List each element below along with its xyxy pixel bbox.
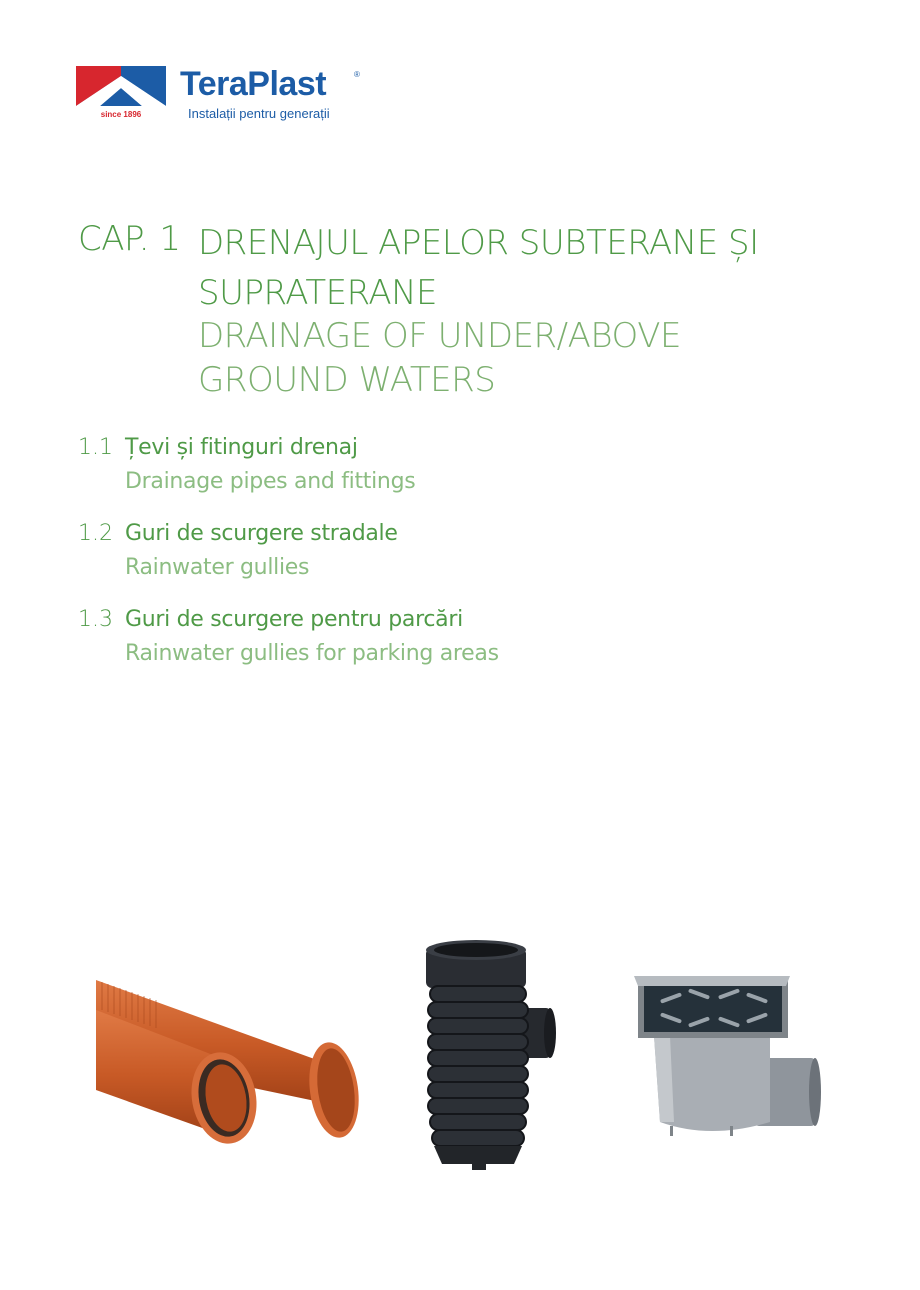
black-corrugated-gully-icon	[418, 938, 558, 1174]
toc-number: 1.1	[78, 435, 113, 460]
toc-number: 1.2	[78, 521, 113, 546]
chapter-title-en: DRAINAGE OF UNDER/ABOVE GROUND WATERS	[198, 316, 681, 400]
brand-tagline: Instalații pentru generații	[188, 106, 330, 121]
orange-drainage-pipe-icon	[96, 970, 371, 1150]
toc-title-en: Drainage pipes and fittings	[125, 469, 416, 494]
toc-title-ro: Guri de scurgere pentru parcări	[125, 607, 463, 632]
chapter-title-ro: DRENAJUL APELOR SUBTERANE ȘI SUPRATERANE	[198, 223, 759, 313]
grey-floor-drain-icon	[630, 976, 824, 1138]
toc-item	[78, 430, 678, 510]
registered-mark: ®	[354, 70, 360, 79]
toc-title-ro: Guri de scurgere stradale	[125, 521, 398, 546]
toc-item	[78, 516, 678, 596]
teraplast-logo	[76, 66, 376, 126]
toc-item	[78, 602, 678, 682]
logo-since: since 1896	[100, 110, 142, 119]
toc-number: 1.3	[78, 607, 113, 632]
toc-title-en: Rainwater gullies	[125, 555, 310, 580]
brand-name: TeraPlast	[180, 65, 327, 103]
chapter-number: CAP. 1	[78, 219, 181, 259]
toc-title-en: Rainwater gullies for parking areas	[125, 641, 499, 666]
toc-title-ro: Țevi și fitinguri drenaj	[125, 435, 358, 460]
